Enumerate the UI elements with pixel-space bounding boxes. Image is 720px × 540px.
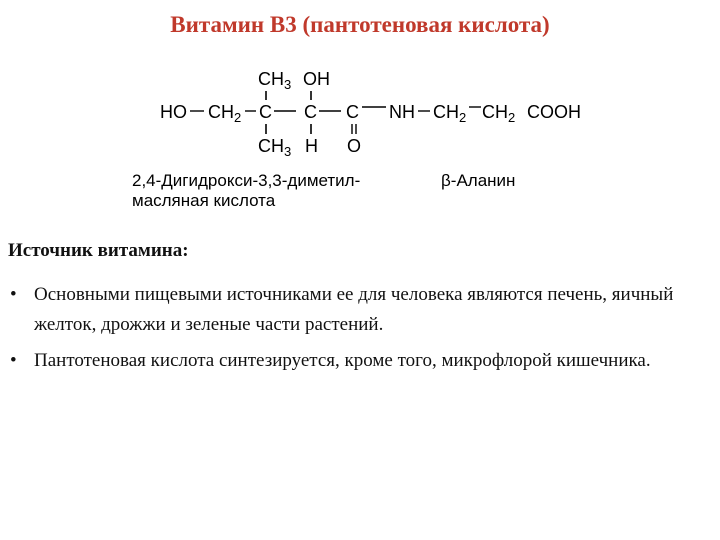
- left-fragment-name-line2: масляная кислота: [132, 191, 276, 210]
- right-fragment-name: β-Аланин: [441, 171, 516, 190]
- structural-formula: [0, 0, 720, 220]
- ho-label: HO: [160, 102, 187, 122]
- ch2-label-3: $CH_2$: [482, 102, 516, 125]
- bottom-h-label: H: [305, 136, 318, 156]
- bullet-icon: •: [10, 284, 17, 305]
- bullet-text: Основными пищевыми источниками ее для человека являются печень, яичный желток, дрожжи и зеленые части растений.: [34, 284, 674, 335]
- section-heading: Источник витамина:: [8, 240, 189, 261]
- c2-label: C: [304, 102, 317, 122]
- left-fragment-name-line1: 2,4-Дигидрокси-3,3-диметил-: [132, 171, 361, 190]
- c1-label: C: [259, 102, 272, 122]
- list-item: [8, 280, 698, 340]
- bullet-text: Пантотеновая кислота синтезируется, кроме того, микрофлорой кишечника.: [34, 350, 651, 371]
- nh-label: NH: [389, 102, 415, 122]
- ch2-label-1: $CH_2$: [208, 102, 242, 125]
- list-item: [8, 346, 698, 376]
- top-oh-label: OH: [303, 69, 330, 89]
- bottom-o-label: O: [347, 136, 362, 156]
- bottom-ch3-label: $CH_3$: [258, 136, 292, 159]
- ch2-label-2: $CH_2$: [433, 102, 467, 125]
- bullet-icon: •: [10, 350, 17, 371]
- top-ch3-label: $CH_3$: [258, 69, 292, 92]
- c3-label: C: [346, 102, 359, 122]
- bullet-list: [8, 280, 698, 382]
- slide-title: Витамин В3 (пантотеновая кислота): [170, 12, 550, 37]
- cooh-label: COOH: [527, 102, 581, 122]
